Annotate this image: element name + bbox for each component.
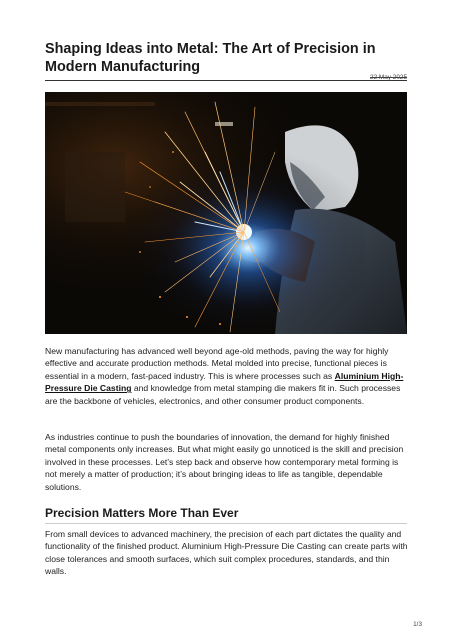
welding-photo-illustration	[45, 92, 407, 334]
body-paragraph-2: As industries continue to push the boundaries of innovation, the demand for highly finished metal components only increases. But what might easily go unnoticed is the skill and precision involved in these processes. Let’s step back and observe how contemporary metal forming is not merely a matter of production; it’s about bringing ideas to life as tangible, dependable solutions.	[45, 432, 404, 492]
hero-image-welding	[45, 92, 407, 334]
title-divider	[45, 80, 407, 81]
intro-text-before-link: New manufacturing has advanced well beyond age-old methods, paving the way for highly effective and accurate production methods. Metal molded into precise, functional pieces is essential in a modern, fast-paced industry. This is where processes such as	[45, 346, 389, 381]
section-divider	[45, 523, 407, 524]
intro-text-after-link: and knowledge from metal stamping die makers fit in. Such processes are the backbone of vehicles, electronics, and other consumer product components.	[45, 383, 401, 406]
intro-paragraph	[45, 345, 409, 407]
body-paragraph-3: From small devices to advanced machinery, the precision of each part dictates the quality and functionality of the finished product. Aluminium High-Pressure Die Casting can create parts with close tolerances and smooth surfaces, which suit complex procedures, standards, and thin walls.	[45, 529, 408, 577]
article-title: Shaping Ideas into Metal: The Art of Precision in Modern Manufacturing	[45, 41, 376, 75]
section-heading: Precision Matters More Than Ever	[45, 506, 239, 520]
article-date: 22 May 2025	[370, 74, 407, 81]
die-casting-link[interactable]: Aluminium High-Pressure Die Casting	[45, 370, 404, 394]
page-number: 1/3	[413, 621, 422, 628]
